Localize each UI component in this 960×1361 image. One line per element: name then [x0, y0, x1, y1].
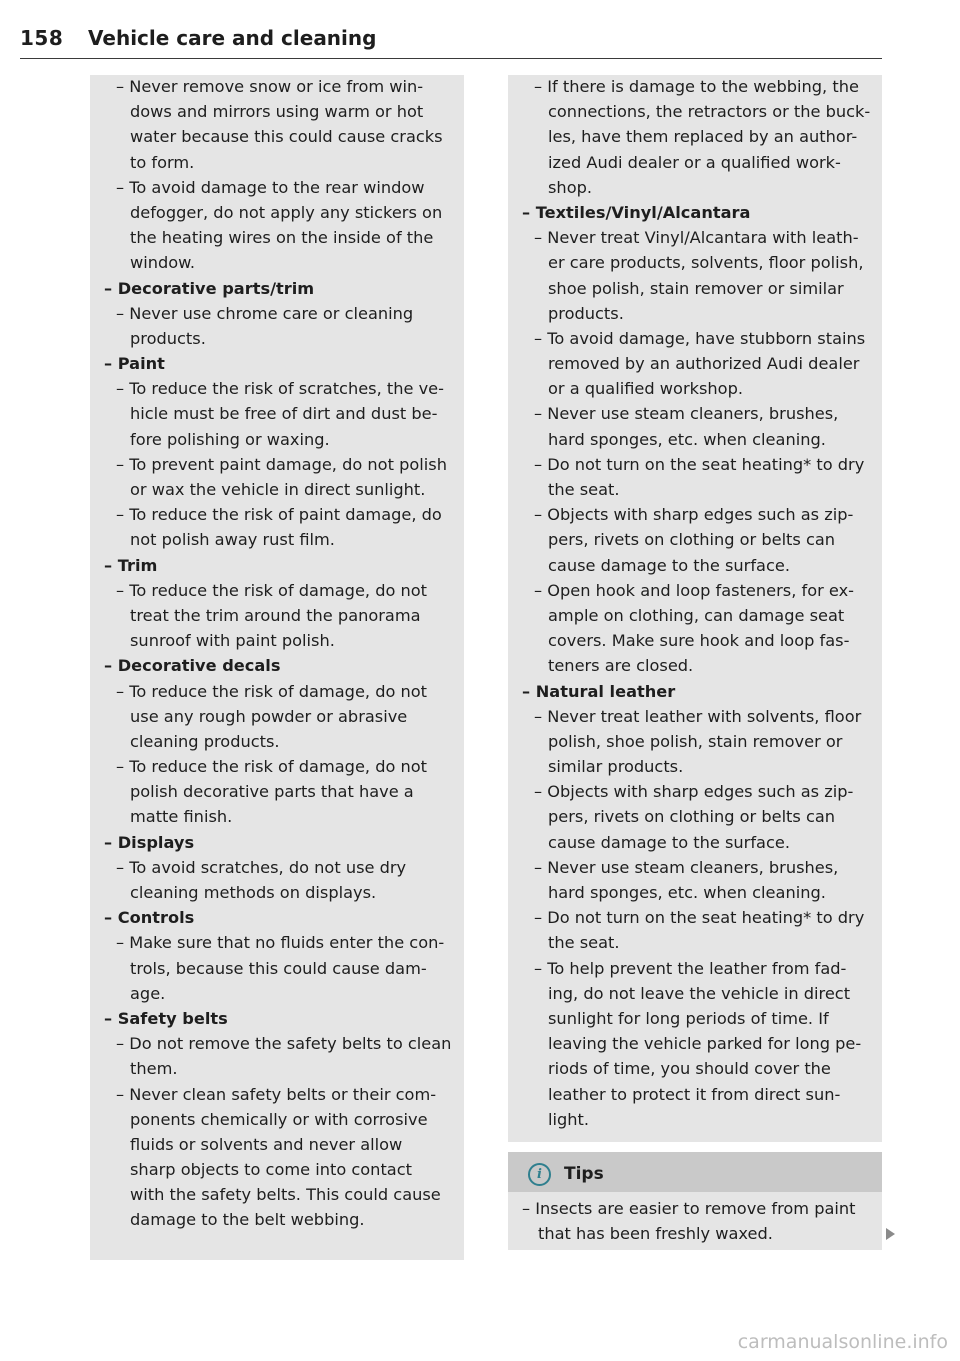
text-line: teners are closed.: [548, 656, 694, 676]
text-line: – Do not turn on the seat heating* to dry: [534, 454, 865, 474]
text-line: – Open hook and loop fasteners, for ex-: [534, 580, 854, 600]
text-line: the seat.: [548, 480, 620, 499]
text-line: pers, rivets on clothing or belts can: [548, 530, 836, 550]
text-line: – To reduce the risk of scratches, the ve-: [116, 379, 444, 399]
text-line: riods of time, you should cover the: [548, 1059, 831, 1079]
text-line: ized Audi dealer or a qualified work-: [548, 152, 841, 172]
text-line: leaving the vehicle parked for long pe-: [548, 1034, 862, 1054]
text-line: – To avoid scratches, do not use dry: [116, 857, 407, 877]
text-line: window.: [130, 253, 196, 273]
text-line: trols, because this could cause dam-: [130, 958, 427, 978]
text-line: – Never use steam cleaners, brushes,: [534, 404, 839, 424]
text-line: – To reduce the risk of damage, do not: [116, 681, 428, 701]
text-line: ample on clothing, can damage seat: [548, 605, 845, 625]
text-line: cause damage to the surface.: [548, 555, 790, 575]
text-line: that has been freshly waxed.: [538, 1224, 773, 1244]
watermark: carmanualsonline.info: [737, 1331, 948, 1353]
text-line: – Never use steam cleaners, brushes,: [534, 857, 839, 877]
continue-arrow-icon: [886, 1228, 895, 1240]
text-line: – To reduce the risk of paint damage, do: [116, 505, 442, 525]
text-line: or wax the vehicle in direct sunlight.: [130, 480, 426, 499]
text-line: pers, rivets on clothing or belts can: [548, 807, 836, 827]
text-line: er care products, solvents, floor polish,: [548, 253, 864, 273]
text-line: with the safety belts. This could cause: [130, 1185, 441, 1205]
text-line: products.: [130, 328, 206, 348]
text-line: ponents chemically or with corrosive: [130, 1109, 428, 1129]
text-line: to form.: [130, 152, 195, 172]
tips-body-text: [520, 1196, 874, 1246]
text-line: – Never remove snow or ice from win-: [116, 77, 424, 96]
text-line: defogger, do not apply any stickers on: [130, 202, 443, 222]
text-line: – To reduce the risk of damage, do not: [116, 580, 428, 600]
text-line: products.: [548, 303, 624, 323]
text-line: not polish away rust film.: [130, 530, 335, 550]
text-line: the seat.: [548, 933, 620, 953]
text-line: hard sponges, etc. when cleaning.: [548, 429, 826, 449]
text-line: – To avoid damage, have stubborn stains: [534, 328, 866, 348]
text-line: polish decorative parts that have a: [130, 782, 414, 802]
text-line: sunlight for long periods of time. If: [548, 1008, 829, 1028]
text-line: hicle must be free of dirt and dust be-: [130, 404, 438, 424]
text-line: shop.: [548, 177, 593, 197]
text-line: sunroof with paint polish.: [130, 631, 335, 651]
text-line: matte finish.: [130, 807, 233, 827]
text-line: cleaning methods on displays.: [130, 883, 377, 902]
text-line: – Do not remove the safety belts to clean: [116, 1034, 452, 1054]
section-heading: – Safety belts: [104, 1008, 228, 1028]
section-heading: – Natural leather: [522, 681, 676, 701]
tips-heading: [520, 1161, 604, 1187]
text-line: dows and mirrors using warm or hot: [130, 102, 424, 122]
text-line: similar products.: [548, 757, 684, 777]
section-heading: – Decorative decals: [104, 656, 281, 676]
text-line: shoe polish, stain remover or similar: [548, 278, 844, 298]
text-line: treat the trim around the panorama: [130, 605, 421, 625]
text-line: – Never treat leather with solvents, floor: [534, 706, 862, 726]
text-line: or a qualified workshop.: [548, 379, 743, 399]
text-line: – Objects with sharp edges such as zip-: [534, 782, 854, 802]
text-line: age.: [130, 983, 166, 1003]
text-line: removed by an authorized Audi dealer: [548, 354, 860, 374]
section-title: Vehicle care and cleaning: [88, 26, 377, 50]
text-line: polish, shoe polish, stain remover or: [548, 731, 843, 751]
text-line: – Never clean safety belts or their com-: [116, 1084, 437, 1104]
page-header: [20, 22, 882, 58]
text-line: covers. Make sure hook and loop fas-: [548, 631, 850, 651]
text-line: fore polishing or waxing.: [130, 429, 330, 449]
text-line: – To help prevent the leather from fad-: [534, 958, 847, 978]
text-line: cleaning products.: [130, 731, 280, 751]
text-line: light.: [548, 1109, 590, 1129]
text-line: sharp objects to come into contact: [130, 1160, 412, 1180]
section-heading: – Textiles/Vinyl/Alcantara: [522, 202, 751, 222]
text-line: – Never use chrome care or cleaning: [116, 303, 414, 323]
right-column-text: [520, 74, 874, 1132]
text-line: ing, do not leave the vehicle in direct: [548, 983, 851, 1003]
text-line: les, have them replaced by an author-: [548, 127, 858, 147]
tips-title: Tips: [564, 1164, 604, 1184]
text-line: – Do not turn on the seat heating* to dry: [534, 908, 865, 928]
text-line: the heating wires on the inside of the: [130, 228, 434, 248]
text-line: – Objects with sharp edges such as zip-: [534, 505, 854, 525]
header-divider: [20, 58, 882, 59]
section-heading: – Paint: [104, 354, 165, 374]
text-line: – Insects are easier to remove from paint: [522, 1199, 856, 1218]
text-line: – Never treat Vinyl/Alcantara with leath-: [534, 228, 859, 248]
section-heading: – Trim: [104, 555, 158, 575]
text-line: leather to protect it from direct sun-: [548, 1084, 841, 1104]
text-line: connections, the retractors or the buck-: [548, 102, 871, 122]
text-line: – To avoid damage to the rear window: [116, 177, 425, 197]
text-line: fluids or solvents and never allow: [130, 1134, 403, 1154]
page-number: 158: [20, 26, 64, 50]
text-line: water because this could cause cracks: [130, 127, 443, 147]
text-line: cause damage to the surface.: [548, 832, 790, 852]
section-heading: – Displays: [104, 832, 195, 852]
text-line: use any rough powder or abrasive: [130, 706, 408, 726]
info-icon: i: [528, 1163, 551, 1186]
section-heading: – Decorative parts/trim: [104, 278, 315, 298]
text-line: – Make sure that no fluids enter the con-: [116, 933, 445, 953]
left-column-text: [102, 74, 454, 1233]
text-line: – To reduce the risk of damage, do not: [116, 757, 428, 777]
text-line: damage to the belt webbing.: [130, 1210, 365, 1230]
text-line: hard sponges, etc. when cleaning.: [548, 883, 826, 902]
text-line: them.: [130, 1059, 178, 1079]
text-line: – To prevent paint damage, do not polish: [116, 454, 447, 474]
section-heading: – Controls: [104, 908, 195, 928]
text-line: – If there is damage to the webbing, the: [534, 77, 859, 96]
